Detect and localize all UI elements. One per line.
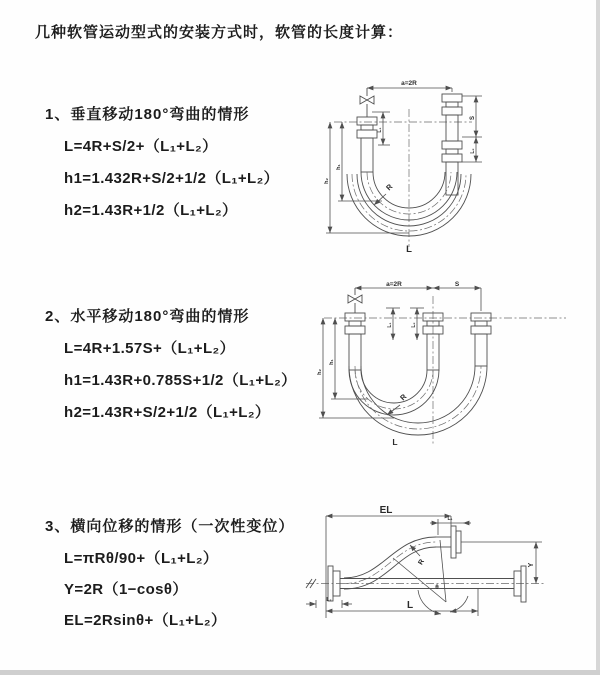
radius-callout [374,182,395,205]
dim-label-l1: L₁ [377,127,383,133]
dim-label-r: R [398,392,409,403]
dim-label-l1: L₁ [387,322,393,328]
centerlines [306,542,545,588]
diagram-vertical-180-bend [310,75,600,255]
dim-label-l: L [406,600,414,611]
dim-label-s: S [470,115,476,121]
dim-label-a2r: a=2R [401,80,417,87]
radius-callout [410,545,426,566]
section-2-heading: 2、水平移动180°弯曲的情形 [45,308,250,325]
dim-label-h2: h₂ [324,178,330,184]
dim-label-h2: h₂ [317,369,323,375]
dimension-a2r [355,281,433,288]
dim-label-theta: θ [435,584,439,591]
dim-label-h1: h₁ [329,359,335,365]
section-3-heading: 3、横向位移的情形（一次性变位） [45,518,295,535]
scan-edge-right [596,0,600,675]
dimension-y [461,542,542,584]
formula-s2-L: L=4R+1.57S+（L₁+L₂） [64,340,235,357]
right-flange [514,566,526,602]
dim-label-y: Y [528,562,535,568]
dimension-l-total [326,588,478,616]
dim-label-a2r: a=2R [386,281,402,288]
dim-label-l2: L₂ [470,148,476,154]
formula-s1-h1: h1=1.432R+S/2+1/2（L₁+L₂） [64,170,280,187]
scan-edge-bottom [0,670,600,675]
formula-s1-h2: h2=1.43R+1/2（L₁+L₂） [64,202,238,219]
dim-label-r: R [384,182,395,193]
dimension-s [433,281,481,311]
dim-label-l-total: L [392,437,398,447]
formula-s3-Y: Y=2R（1−cosθ） [64,581,188,598]
dim-label-r: R [417,558,426,567]
dim-label-l1: L₁ [447,516,453,522]
valve-icon [348,288,362,313]
dim-label-el: EL [379,505,393,516]
left-leg-fitting [357,117,377,172]
formula-s1-L: L=4R+S/2+（L₁+L₂） [64,138,218,155]
dimension-s-l2 [462,96,482,162]
formula-s3-EL: EL=2Rsinθ+（L₁+L₂） [64,612,227,629]
dimension-el [326,505,451,618]
valve-icon [360,88,374,117]
dimension-h2 [324,122,409,233]
dim-label-s: S [454,281,460,288]
diagram-horizontal-180-bend [310,278,600,463]
section-1-heading: 1、垂直移动180°弯曲的情形 [45,106,250,123]
diagram-lateral-displacement [298,498,600,628]
dimension-l1 [386,308,400,340]
dimension-a2r [367,80,452,92]
dimension-l1 [430,516,471,535]
radius-callout [387,392,409,415]
dim-label-h1: h₁ [336,164,342,170]
formula-s2-h1: h1=1.43R+0.785S+1/2（L₁+L₂） [64,372,297,389]
dimension-l2 [410,308,424,340]
angle-theta-construction [393,540,468,614]
formula-s2-h2: h2=1.43R+S/2+1/2（L₁+L₂） [64,404,271,421]
left-leg-fitting [345,313,365,370]
centerlines [334,109,472,247]
hose-u-bends [349,366,487,435]
centerlines [324,296,566,446]
dimension-l2 [306,597,352,608]
dim-label-l-total: L [406,244,412,255]
page-title: 几种软管运动型式的安装方式时，软管的长度计算： [35,24,404,41]
dimension-h2 [317,318,394,418]
moved-leg-fitting [471,313,491,366]
dim-label-l2: L₂ [411,322,417,328]
dim-label-l2: L₂ [326,597,332,603]
formula-s3-L: L=πRθ/90+（L₁+L₂） [64,550,219,567]
displaced-flange [436,526,461,558]
right-leg-fittings [442,94,462,195]
dimension-h1 [329,318,368,399]
